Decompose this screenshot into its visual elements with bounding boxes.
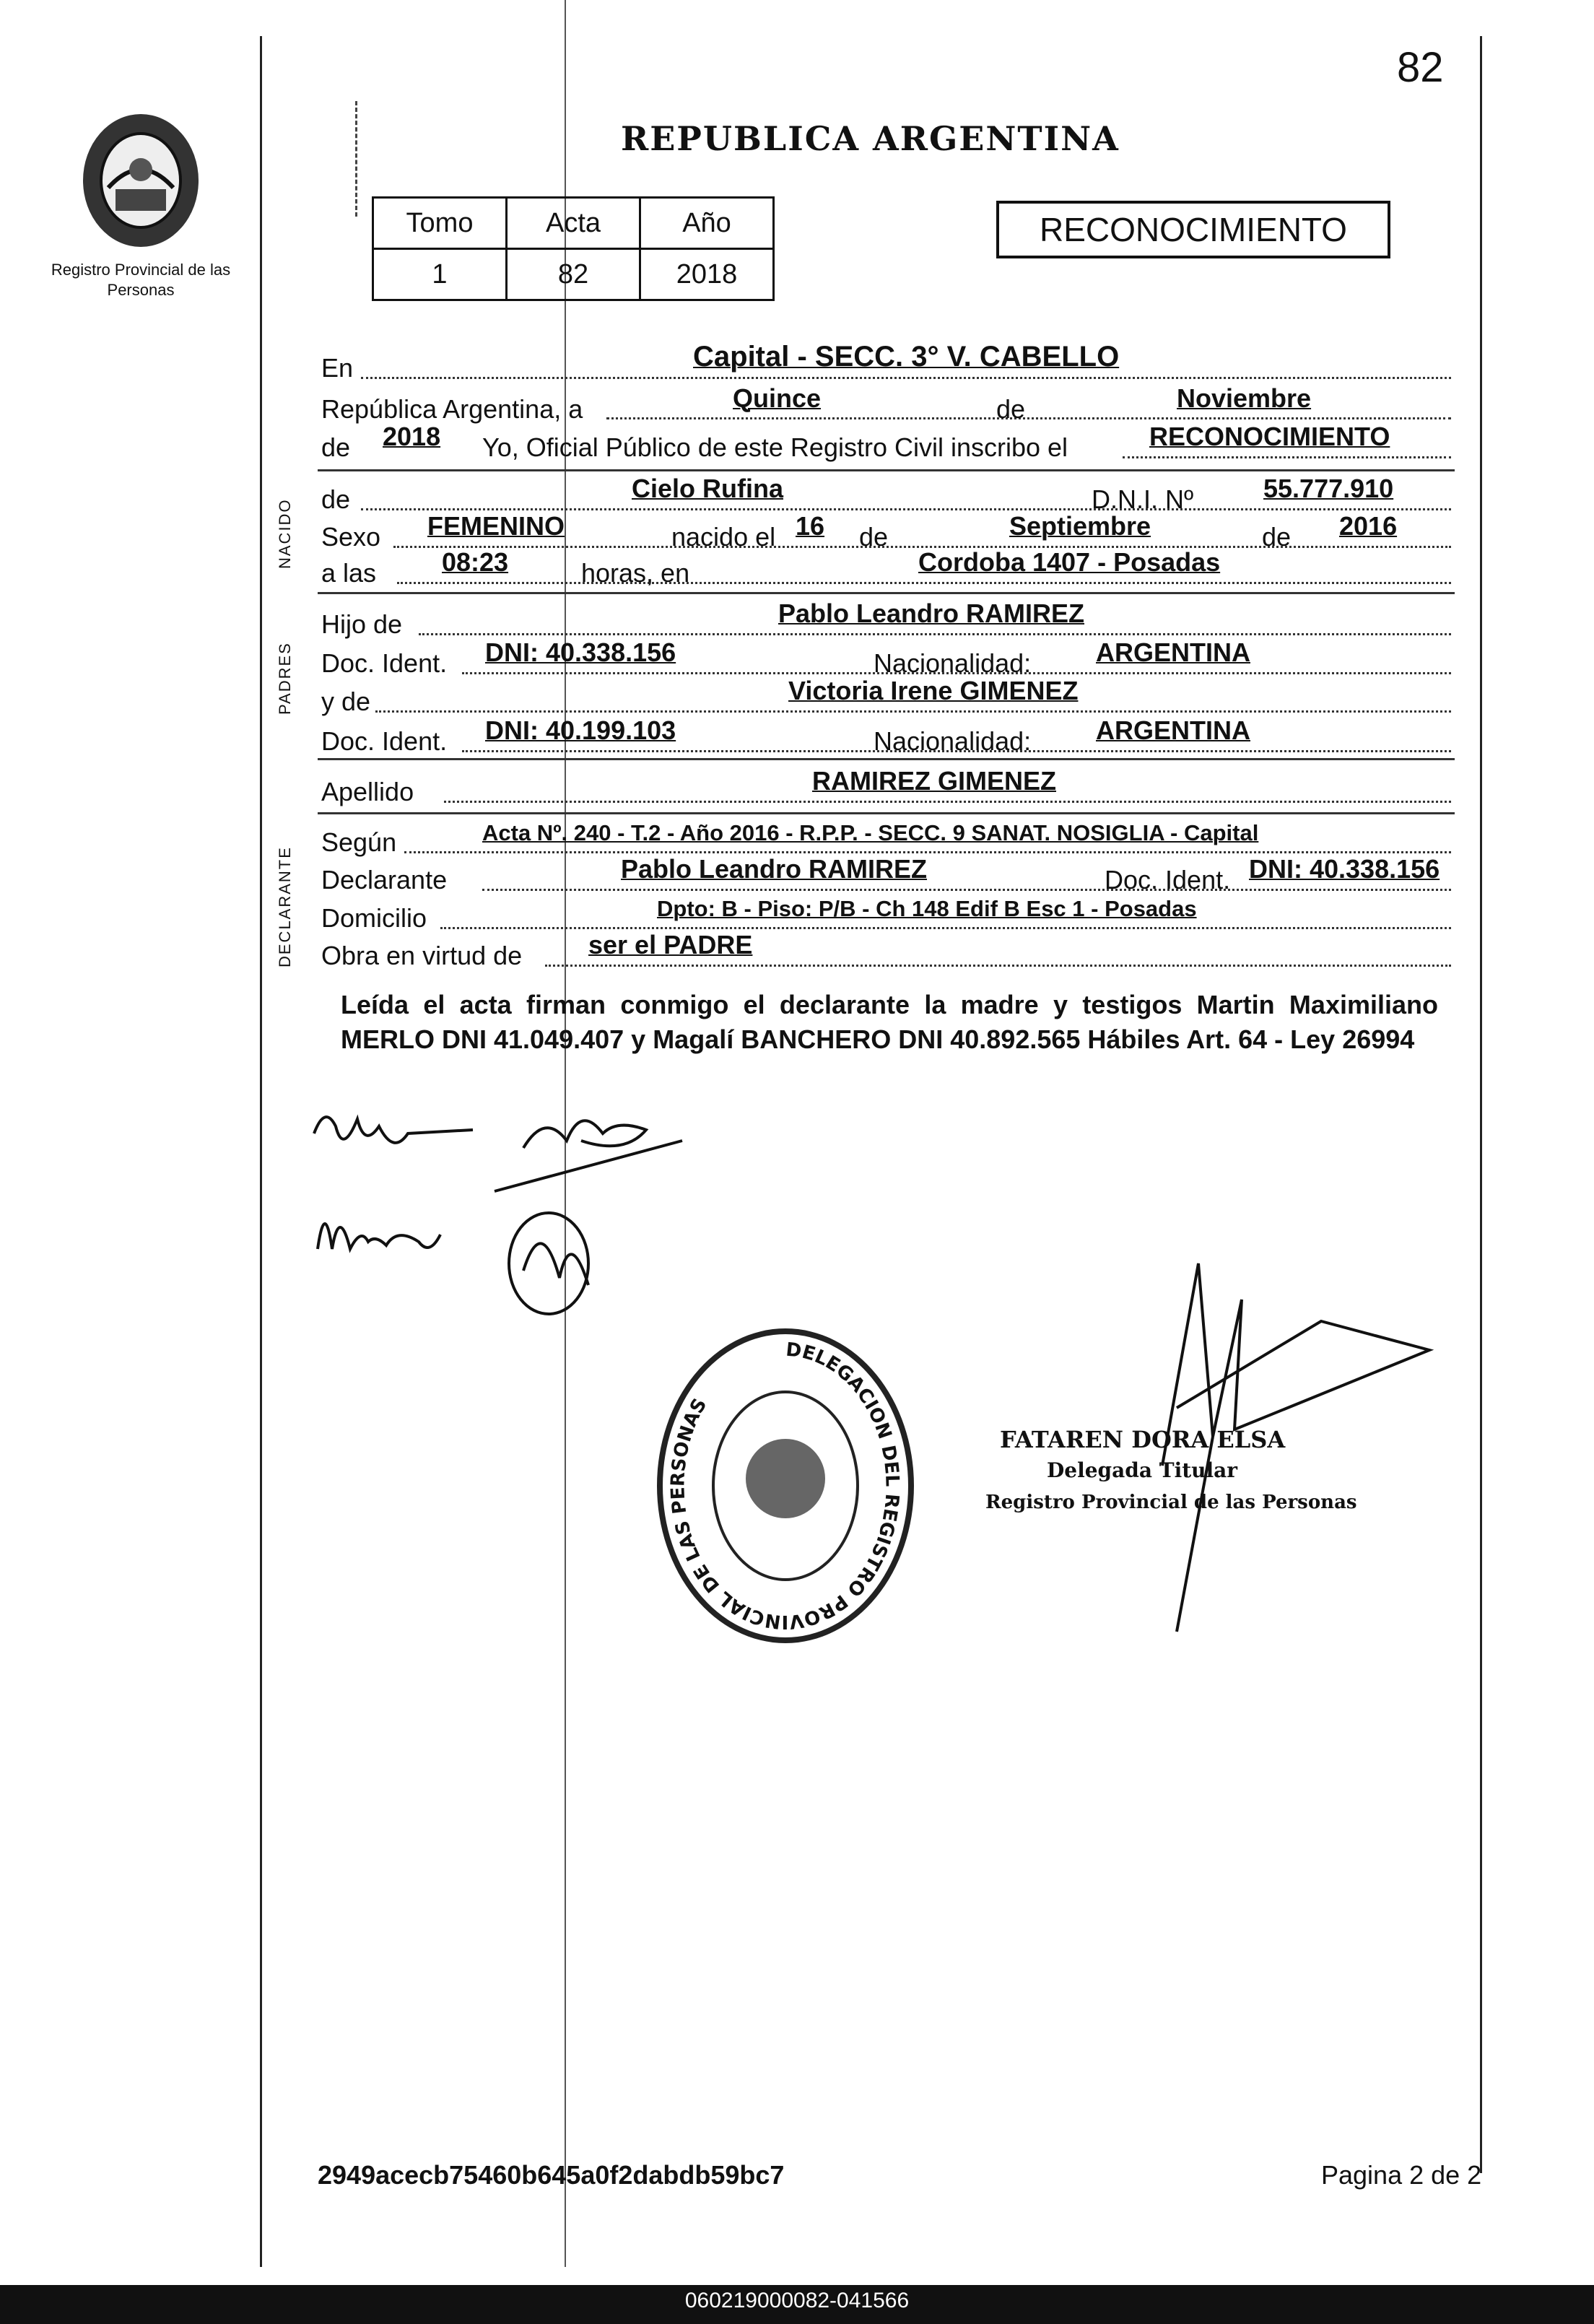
label-de: de: [859, 522, 889, 552]
dotted-line: [375, 710, 1451, 713]
side-label-declarant: DECLARANTE: [276, 846, 294, 967]
value-mother-nationality: ARGENTINA: [1096, 715, 1250, 745]
label-nationality: Nacionalidad:: [874, 726, 1032, 756]
volume-table: [372, 196, 775, 301]
act-type-box: RECONOCIMIENTO: [996, 201, 1390, 258]
value-declarant-doc: DNI: 40.338.156: [1249, 854, 1440, 884]
label-according: Según: [321, 827, 397, 857]
label-de: de: [1262, 522, 1292, 552]
registry-seal: [657, 1328, 914, 1643]
value-surname: RAMIREZ GIMENEZ: [812, 766, 1056, 796]
label-en: En: [321, 353, 354, 383]
signature-declarant: [307, 1090, 711, 1198]
value-sex: FEMENINO: [427, 511, 565, 541]
dotted-line: [444, 801, 1451, 803]
label-republica: República Argentina, a: [321, 394, 583, 424]
svg-text:DELEGACION DEL REGISTRO PROVIN: DELEGACION DEL REGISTRO PROVINCIAL DE LAS PERSONAS: [667, 1339, 903, 1633]
label-surname: Apellido: [321, 777, 414, 806]
table-header-anio: Año: [640, 198, 774, 249]
label-doc-ident: Doc. Ident.: [321, 726, 448, 756]
right-margin-line: [1480, 36, 1482, 2173]
dotted-line: [397, 582, 1451, 584]
value-day: Quince: [733, 383, 822, 413]
official-role: Delegada Titular: [1047, 1458, 1238, 1482]
label-dni: D.N.I. Nº: [1092, 484, 1194, 514]
signature-witness: [303, 1184, 635, 1328]
value-birth-year: 2016: [1339, 511, 1398, 541]
dotted-line: [606, 417, 1451, 419]
page-title: REPUBLICA ARGENTINA: [621, 119, 1120, 158]
dotted-line: [545, 965, 1451, 967]
value-act-type: RECONOCIMIENTO: [1149, 422, 1390, 451]
official-office: Registro Provincial de las Personas: [985, 1492, 1357, 1513]
value-name: Cielo Rufina: [632, 474, 784, 503]
province-logo: [72, 108, 209, 253]
label-born-on: nacido el: [671, 522, 776, 552]
label-doc-ident: Doc. Ident.: [321, 648, 448, 678]
barcode-text: 060219000082-041566: [684, 2289, 910, 2312]
dotted-line: [482, 889, 1451, 891]
page-number: 82: [1397, 44, 1444, 91]
closing-text: Leída el acta firman conmigo el declarante la madre y testigos Martin Maximiliano MERLO DNI 41.049.407 y Magalí BANCHERO DNI 40.892.565 Hábiles Art. 64 - Ley 26994: [341, 990, 1438, 1054]
label-child-of: Hijo de: [321, 609, 403, 639]
table-header-acta: Acta: [507, 198, 640, 249]
label-hours-in: horas, en: [581, 558, 690, 588]
label-address: Domicilio: [321, 903, 427, 933]
value-hour: 08:23: [442, 547, 509, 577]
label-and-of: y de: [321, 687, 371, 716]
table-header-tomo: Tomo: [373, 198, 507, 249]
section-divider: [318, 812, 1455, 814]
table-cell-anio: 2018: [640, 249, 774, 300]
section-divider: [318, 469, 1455, 471]
value-year: 2018: [383, 422, 441, 451]
logo-caption: Registro Provincial de las Personas: [51, 261, 231, 299]
label-declarant: Declarante: [321, 865, 448, 895]
left-margin-line: [260, 36, 262, 2267]
label-de: de: [321, 484, 351, 514]
value-address: Dpto: B - Piso: P/B - Ch 148 Edif B Esc 1 - Posadas: [657, 896, 1197, 921]
value-mother-doc: DNI: 40.199.103: [485, 715, 676, 745]
value-month: Noviembre: [1177, 383, 1312, 413]
value-father: Pablo Leandro RAMIREZ: [778, 599, 1085, 628]
label-de: de: [996, 394, 1026, 424]
label-nationality: Nacionalidad:: [874, 648, 1032, 678]
dotted-line: [1123, 456, 1451, 458]
section-divider: [318, 758, 1455, 760]
label-sex: Sexo: [321, 522, 381, 552]
value-mother: Victoria Irene GIMENEZ: [788, 676, 1079, 705]
value-declarant: Pablo Leandro RAMIREZ: [621, 854, 928, 884]
table-cell-acta: 82: [507, 249, 640, 300]
document-hash: 2949acecb75460b645a0f2dabdb59bc7: [318, 2160, 785, 2190]
side-label-born: NACIDO: [276, 498, 294, 569]
value-birth-day: 16: [796, 511, 825, 541]
label-doc-ident: Doc. Ident.: [1105, 865, 1231, 895]
value-dni: 55.777.910: [1263, 474, 1394, 503]
label-at: a las: [321, 558, 377, 588]
label-yo: Yo, Oficial Público de este Registro Civil inscribo el: [482, 432, 1068, 462]
value-father-nationality: ARGENTINA: [1096, 637, 1250, 667]
value-place: Capital - SECC. 3° V. CABELLO: [693, 341, 1120, 373]
official-name: FATAREN DORA ELSA: [1000, 1426, 1286, 1453]
value-according: Acta Nº. 240 - T.2 - Año 2016 - R.P.P. - SECC. 9 SANAT. NOSIGLIA - Capital: [482, 820, 1259, 845]
side-label-parents: PADRES: [276, 642, 294, 715]
section-divider: [318, 592, 1455, 594]
label-de: de: [321, 432, 351, 462]
page-indicator: Pagina 2 de 2: [1321, 2160, 1482, 2190]
value-birth-place: Cordoba 1407 - Posadas: [918, 547, 1221, 577]
dotted-line: [361, 377, 1451, 379]
value-birth-month: Septiembre: [1009, 511, 1151, 541]
value-by-virtue: ser el PADRE: [588, 930, 753, 959]
table-cell-tomo: 1: [373, 249, 507, 300]
dashed-margin: [355, 101, 357, 217]
value-father-doc: DNI: 40.338.156: [485, 637, 676, 667]
label-by-virtue: Obra en virtud de: [321, 941, 523, 970]
dotted-line: [419, 633, 1451, 635]
